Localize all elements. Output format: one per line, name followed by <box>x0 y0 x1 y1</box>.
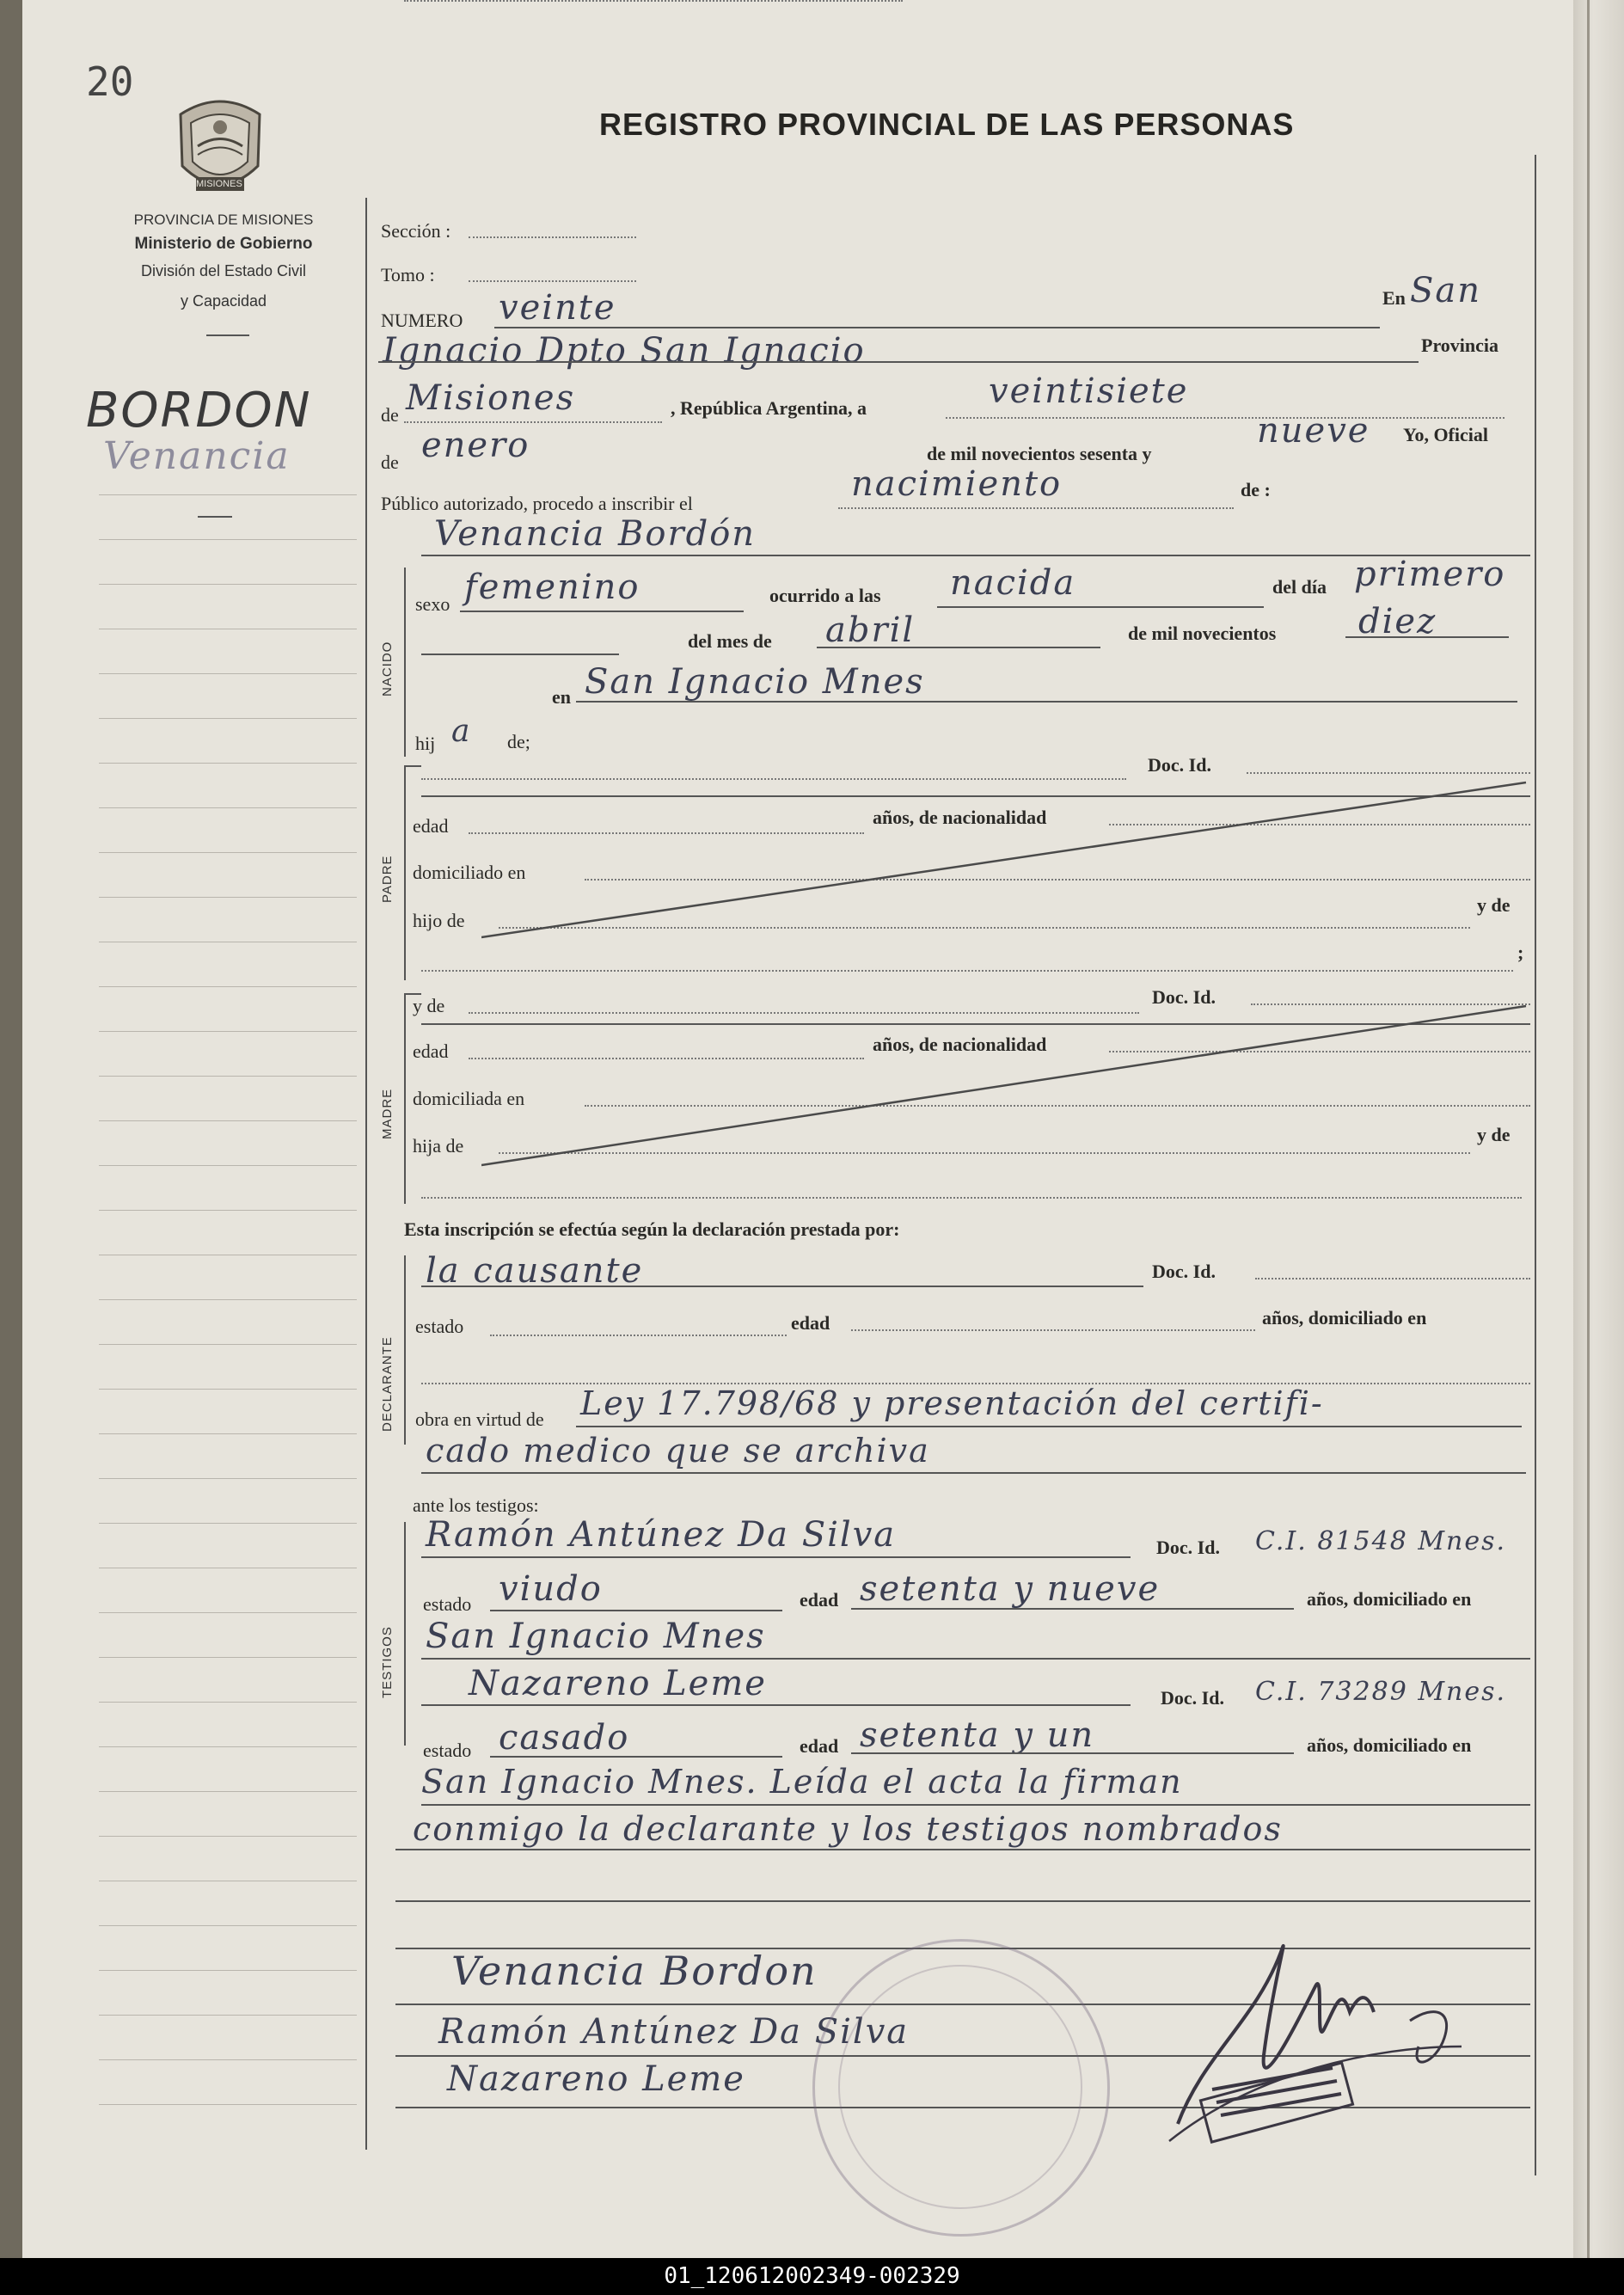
folio-number: 20 <box>86 58 134 105</box>
dia-value: veintisiete <box>989 371 1189 411</box>
madre-cont-line <box>421 1197 1522 1199</box>
hora-value: nacida <box>950 563 1076 603</box>
testigo1-doc: C.I. 81548 Mnes. <box>1255 1526 1507 1556</box>
margin-ruled-line <box>99 673 357 674</box>
margin-ruled-line <box>99 1523 357 1524</box>
declarante-bracket <box>404 1255 406 1445</box>
signature-declarante: Venancia Bordon <box>451 1948 818 1994</box>
signature-testigo-2: Nazareno Leme <box>447 2059 745 2099</box>
margin-ruled-line <box>99 986 357 987</box>
padre-cont-line <box>421 970 1513 972</box>
seccion-label: Sección : <box>381 220 451 242</box>
lugar-nac-value: San Ignacio Mnes <box>585 662 925 702</box>
margin-ruled-line <box>99 1389 357 1390</box>
testigo1-dom-label: años, domiciliado en <box>1307 1588 1472 1610</box>
official-seal-inner <box>838 1965 1082 2209</box>
blank-rule-1 <box>395 1900 1530 1902</box>
declarante-doc-label: Doc. Id. <box>1152 1261 1216 1282</box>
cierre-line-1: San Ignacio Mnes. Leída el acta la firman <box>421 1763 1183 1801</box>
margin-ruled-line <box>99 1120 357 1121</box>
margin-ruled-line <box>99 1612 357 1613</box>
del-dia-label: del día <box>1272 576 1327 598</box>
tomo-label: Tomo : <box>381 264 435 285</box>
provincia-value: Misiones <box>406 378 576 418</box>
right-frame <box>1535 155 1536 2175</box>
padre-doc-line <box>1247 772 1530 774</box>
cierre-rule-2 <box>395 1849 1530 1850</box>
numero-value: veinte <box>499 288 616 328</box>
signature-testigo-1: Ramón Antúnez Da Silva <box>438 2012 910 2052</box>
header-ministry: Ministerio de Gobierno <box>134 235 313 253</box>
officer-signature <box>1152 1918 1496 2158</box>
madre-doc-label: Doc. Id. <box>1152 986 1216 1008</box>
testigo1-doc-label: Doc. Id. <box>1156 1537 1220 1558</box>
testigo2-dom-label: años, domiciliado en <box>1307 1734 1472 1756</box>
padre-label: PADRE <box>380 855 395 903</box>
en-label: En <box>1382 287 1406 309</box>
seccion-line <box>469 236 636 238</box>
cierre-line-2: conmigo la declarante y los testigos nombrados <box>413 1810 1283 1848</box>
madre-cancel-stroke <box>481 1002 1530 1169</box>
provincia-label: Provincia <box>1421 334 1499 356</box>
testigo1-edad: setenta y nueve <box>860 1569 1161 1609</box>
margin-ruled-line <box>99 807 357 808</box>
padre-nacionalidad-label: años, de nacionalidad <box>873 807 1047 828</box>
margin-ruled-line <box>99 1836 357 1837</box>
obra-value-2: cado medico que se archiva <box>426 1432 930 1470</box>
hij-suffix: a <box>451 714 472 749</box>
padre-domicilio-label: domiciliado en <box>413 862 526 883</box>
madre-y-de-end-label: y de <box>1477 1124 1511 1145</box>
testigo2-estado: casado <box>499 1718 630 1758</box>
acto-line <box>838 507 1234 509</box>
margin-ruled-line <box>99 1076 357 1077</box>
del-mes-label: del mes de <box>688 630 772 652</box>
mil-sesenta-label: de mil novecientos sesenta y <box>927 443 1152 464</box>
mes-line <box>404 0 903 2</box>
declarante-edad-line <box>851 1329 1255 1331</box>
testigo2-estado-label: estado <box>423 1740 472 1761</box>
testigo2-nombre: Nazareno Leme <box>469 1664 767 1703</box>
padre-semicolon: ; <box>1517 942 1524 963</box>
sexo-label: sexo <box>415 593 450 615</box>
inscripcion-label: Esta inscripción se efectúa según la declaración prestada por: <box>404 1218 900 1240</box>
obra-line-1 <box>576 1426 1522 1427</box>
margin-ruled-line <box>99 1210 357 1211</box>
obra-label: obra en virtud de <box>415 1408 544 1430</box>
padre-edad-label: edad <box>413 815 449 837</box>
margin-ruled-line <box>99 584 357 585</box>
publico-label: Público autorizado, procedo a inscribir el <box>381 493 693 514</box>
mes-nac-line <box>817 647 1100 648</box>
padre-y-de-label: y de <box>1477 894 1511 916</box>
de-colon-label: de : <box>1241 479 1271 500</box>
testigo1-estado-line <box>490 1610 782 1611</box>
provincia-line <box>404 421 662 423</box>
margin-ruled-line <box>99 897 357 898</box>
testigo2-edad-label: edad <box>800 1735 839 1757</box>
margin-ruled-line <box>99 2104 357 2105</box>
madre-nacionalidad-label: años, de nacionalidad <box>873 1034 1047 1055</box>
dia-nac-cont-line <box>421 654 619 655</box>
margin-dash <box>198 516 232 518</box>
testigo2-doc: C.I. 73289 Mnes. <box>1255 1677 1507 1707</box>
acto-value: nacimiento <box>851 464 1063 504</box>
tomo-line <box>469 280 636 282</box>
header-province: PROVINCIA DE MISIONES <box>133 212 314 228</box>
numero-label: NUMERO <box>381 310 463 331</box>
testigos-bracket <box>404 1522 406 1746</box>
yo-oficial-label: Yo, Oficial <box>1403 424 1488 445</box>
testigo2-doc-label: Doc. Id. <box>1161 1687 1224 1709</box>
margin-ruled-line <box>99 539 357 540</box>
margin-ruled-line <box>99 1433 357 1434</box>
madre-y-de-label: y de <box>413 995 445 1016</box>
madre-bracket <box>404 993 406 1204</box>
mil-novecientos-label: de mil novecientos <box>1128 623 1277 644</box>
ocurrido-label: ocurrido a las <box>769 585 881 606</box>
testigo1-domicilio-line <box>421 1658 1530 1660</box>
madre-hija-de-label: hija de <box>413 1135 464 1157</box>
ante-testigos-label: ante los testigos: <box>413 1494 539 1516</box>
en2-label: en <box>552 686 571 708</box>
declarante-line <box>421 1286 1143 1287</box>
margin-ruled-line <box>99 852 357 853</box>
dia-nac-value: primero <box>1354 555 1506 594</box>
declarante-doc-line <box>1255 1278 1530 1279</box>
padre-bracket <box>404 765 406 980</box>
margin-ruled-line <box>99 1031 357 1032</box>
ano-value: nueve <box>1257 411 1370 451</box>
lugar-nac-line <box>576 701 1517 703</box>
margin-ruled-line <box>99 718 357 719</box>
margin-ruled-line <box>99 1970 357 1971</box>
header-division: División del Estado Civil <box>140 262 307 279</box>
margin-ruled-line <box>99 1344 357 1345</box>
en-value-cont: Ignacio Dpto San Ignacio <box>383 331 866 371</box>
padre-doc-label: Doc. Id. <box>1148 754 1211 776</box>
declarante-estado-label: estado <box>415 1316 464 1337</box>
madre-domicilio-label: domiciliada en <box>413 1088 525 1109</box>
mes-nac-value: abril <box>825 611 916 650</box>
margin-ruled-line <box>99 1791 357 1792</box>
sexo-line <box>460 611 744 612</box>
madre-label: MADRE <box>380 1088 395 1139</box>
de2-label: de <box>381 451 399 473</box>
sexo-value: femenino <box>464 568 640 607</box>
nacido-bracket <box>404 568 406 757</box>
obra-value-1: Ley 17.798/68 y presentación del certifi- <box>580 1384 1324 1422</box>
padre-bracket-top <box>404 765 421 767</box>
margin-ruled-line <box>99 1478 357 1479</box>
margin-ruled-line <box>99 1746 357 1747</box>
padre-cancel-stroke <box>481 778 1530 942</box>
page-title: REGISTRO PROVINCIAL DE LAS PERSONAS <box>599 107 1295 142</box>
declarante-value: la causante <box>426 1251 644 1291</box>
declarante-dom-label: años, domiciliado en <box>1262 1307 1427 1329</box>
nombre-value: Venancia Bordón <box>434 514 757 554</box>
testigos-label: TESTIGOS <box>380 1626 395 1698</box>
hij-de-label: de; <box>507 731 530 752</box>
declarante-label: DECLARANTE <box>380 1336 395 1432</box>
nacido-label: NACIDO <box>380 641 395 696</box>
testigo2-edad-line <box>851 1752 1294 1754</box>
ano-nac-line <box>1345 636 1509 638</box>
testigo1-nombre: Ramón Antúnez Da Silva <box>426 1515 897 1555</box>
republica-label: , República Argentina, a <box>671 397 867 419</box>
mes-value: enero <box>421 426 530 465</box>
image-id-footer: 01_120612002349-002329 <box>0 2258 1624 2295</box>
margin-ruled-line <box>99 494 357 495</box>
declarante-edad-label: edad <box>791 1312 830 1334</box>
testigo1-edad-line <box>851 1608 1294 1610</box>
testigo1-nombre-line <box>421 1556 1131 1558</box>
margin-ruled-line <box>99 2015 357 2016</box>
obra-line-2 <box>421 1472 1526 1474</box>
margin-ruled-line <box>99 2059 357 2060</box>
hij-label: hij <box>415 733 436 754</box>
padre-hijo-de-label: hijo de <box>413 910 465 931</box>
margin-given-name: Venancia <box>103 434 291 478</box>
left-frame <box>365 198 367 2150</box>
en-cont-line <box>378 361 1419 363</box>
margin-ruled-line <box>99 1702 357 1703</box>
numero-line <box>494 327 1380 328</box>
margin-ruled-line <box>99 763 357 764</box>
margin-ruled-line <box>99 1299 357 1300</box>
testigo1-estado-label: estado <box>423 1593 472 1615</box>
spine-edge <box>1587 0 1590 2258</box>
margin-ruled-line <box>99 1165 357 1166</box>
margin-ruled-line <box>99 1657 357 1658</box>
emblem-label: MISIONES <box>196 179 242 189</box>
testigo2-estado-line <box>490 1756 782 1758</box>
cierre-rule-1 <box>421 1804 1530 1806</box>
testigo2-nombre-line <box>421 1704 1131 1706</box>
header-divider <box>206 334 249 336</box>
margin-surname: BORDON <box>86 383 312 439</box>
book-spine <box>1573 0 1624 2258</box>
hora-line <box>937 606 1264 608</box>
testigo1-estado: viudo <box>499 1569 603 1609</box>
dia-line <box>946 417 1504 419</box>
header-capacity: y Capacidad <box>180 292 267 310</box>
madre-edad-label: edad <box>413 1040 449 1062</box>
en-value: San <box>1410 271 1482 310</box>
testigo1-edad-label: edad <box>800 1589 839 1611</box>
ano-nac-value: diez <box>1358 602 1437 641</box>
de-label: de <box>381 404 399 426</box>
margin-ruled-line <box>99 1925 357 1926</box>
testigo1-domicilio: San Ignacio Mnes <box>426 1617 766 1656</box>
testigo2-edad: setenta y un <box>860 1715 1095 1755</box>
declarante-estado-line <box>490 1335 787 1336</box>
